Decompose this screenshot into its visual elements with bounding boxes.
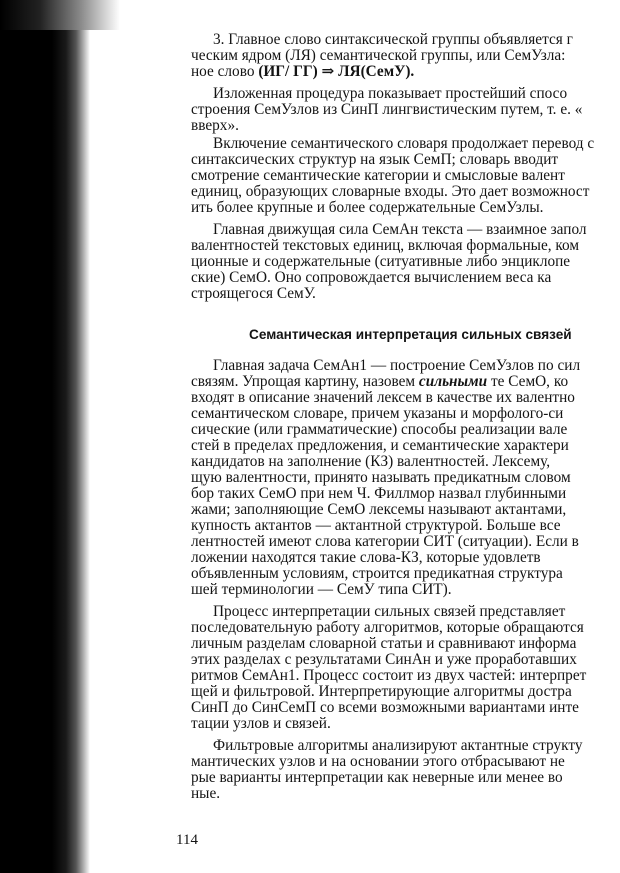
text-line: синтаксических структур на язык СемП; словарь вводит: [191, 151, 559, 168]
text-line: сические (или грамматические) способы реализации вале: [191, 421, 568, 438]
text-line: строящегося СемУ.: [191, 285, 316, 302]
text-line: кандидатов на заполнение (КЗ) валентностей. Лексему,: [191, 453, 551, 470]
text-line: этих разделах с результатами СинАн и уже проработавших: [191, 651, 577, 668]
text-line: лентностей имеют слова категории СИТ (ситуации). Если в: [191, 533, 579, 550]
page-number: 114: [176, 832, 198, 848]
text-span: связям. Упрощая картину, назовем: [191, 373, 419, 390]
text-line: бор таких СемО при нем Ч. Филлмор назвал глубинными: [191, 485, 567, 502]
scan-edge-shadow: [0, 0, 90, 873]
text-line-emphasis: [191, 374, 568, 390]
text-line: личным разделам словарной статьи и сравнивают информа: [191, 635, 577, 652]
text-line: ить более крупные и более содержательные СемУзлы.: [191, 199, 544, 216]
text-line: последовательную работу алгоритмов, которые обращаются: [191, 619, 584, 636]
text-line: ные.: [191, 785, 221, 802]
text-line: щей и фильтровой. Интерпретирующие алгоритмы достра: [191, 683, 572, 700]
text-line: стей в пределах предложения, и семантические характери: [191, 437, 569, 454]
text-line-formula: [191, 64, 414, 80]
text-line: купность актантов — актантной структурой. Больше все: [191, 517, 561, 534]
text-line: строения СемУзлов из СинП лингвистическим путем, т. е. «: [191, 101, 583, 118]
text-line: Включение семантического словаря продолжает перевод с: [213, 135, 595, 152]
text-line: объявленным условиям, строится предикатная структура: [191, 565, 563, 582]
text-line: вверх».: [191, 117, 239, 134]
text-line: щую валентности, принято называть предикатным словом: [191, 469, 571, 486]
section-heading: Семантическая интерпретация сильных связей: [249, 327, 572, 342]
text-line: Процесс интерпретации сильных связей представляет: [213, 603, 566, 620]
text-line: ционные и содержательные (ситуативные либо энциклопе: [191, 253, 571, 270]
text-line: смотрение семантические категории и смысловые валент: [191, 167, 565, 184]
text-span: ное слово: [191, 63, 259, 80]
formula: (ИГ/ ГГ) ⇒ ЛЯ(СемУ).: [258, 63, 415, 80]
text-line: жами; заполняющие СемО лексемы называют актантами,: [191, 501, 567, 518]
text-line: семантическом словаре, причем указаны и морфолого-си: [191, 405, 564, 422]
text-line: Изложенная процедура показывает простейший спосо: [213, 85, 568, 102]
text-line: входят в описание значений лексем в качестве их валентно: [191, 389, 575, 406]
text-line: мантических узлов и на основании этого отбрасывают не: [191, 753, 565, 770]
text-line: тации узлов и связей.: [191, 715, 331, 732]
text-line: единиц, образующих словарные входы. Это дает возможност: [191, 183, 590, 200]
text-line: ритмов СемАн1. Процесс состоит из двух частей: интерпрет: [191, 667, 587, 684]
text-line: ложении находятся такие слова-КЗ, которые удовлетв: [191, 549, 541, 566]
text-span: те СемО, ко: [487, 373, 569, 390]
text-line: шей терминологии — СемУ типа СИТ).: [191, 581, 452, 598]
text-line: Главная задача СемАн1 — построение СемУзлов по сил: [213, 357, 581, 374]
text-line: ские) СемО. Оно сопровождается вычислением веса ка: [191, 269, 552, 286]
text-line: СинП до СинСемП со всеми возможными вариантами инте: [191, 699, 579, 716]
text-line: 3. Главное слово синтаксической группы объявляется г: [213, 31, 573, 48]
text-line: валентностей текстовых единиц, включая формальные, ком: [191, 237, 580, 254]
emphasized-term: сильными: [418, 373, 488, 390]
text-line: Главная движущая сила СемАн текста — взаимное запол: [213, 221, 587, 238]
text-line: Фильтровые алгоритмы анализируют актантные структу: [213, 737, 583, 754]
text-line: ческим ядром (ЛЯ) семантической группы, или СемУзла:: [191, 47, 566, 64]
text-line: рые варианты интерпретации как неверные или менее во: [191, 769, 563, 786]
scan-corner-shadow: [0, 0, 120, 30]
